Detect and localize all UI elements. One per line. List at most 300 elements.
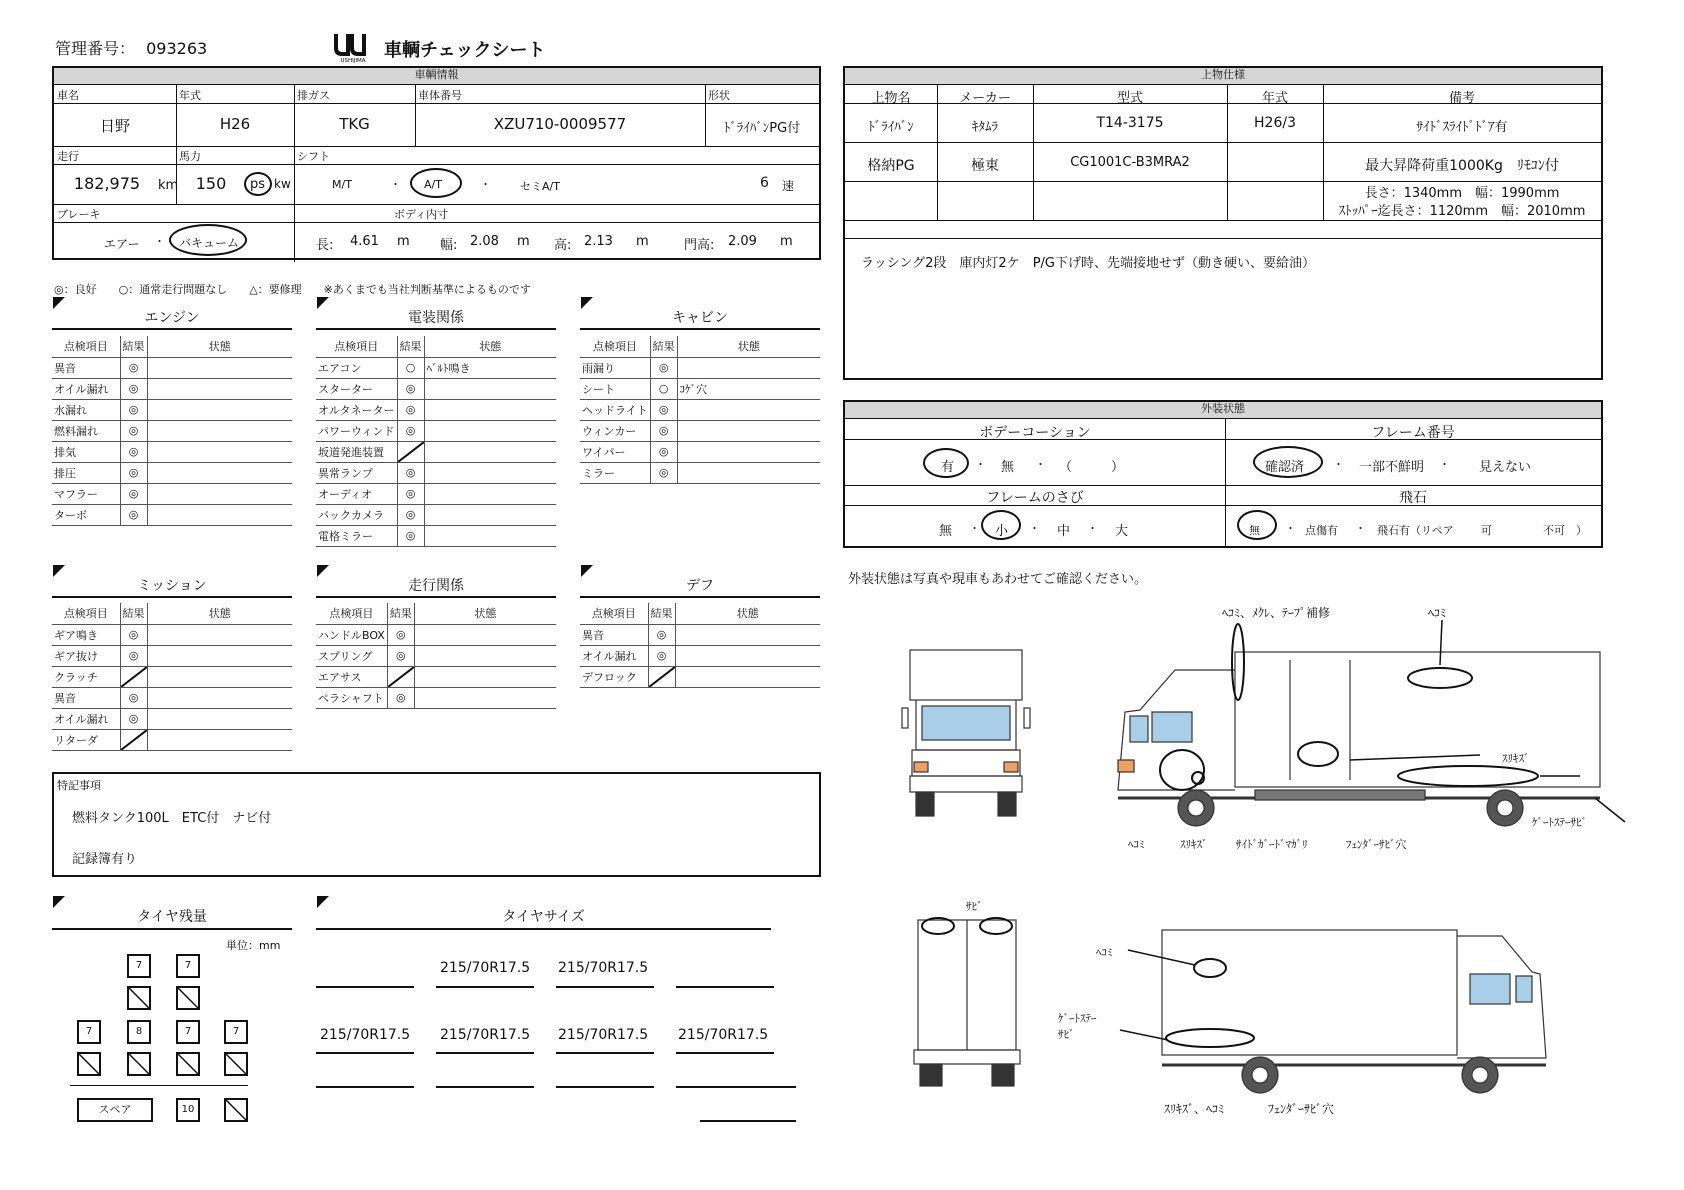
door-height-unit: m — [780, 234, 793, 249]
check-header-result: 結果 — [397, 336, 424, 357]
check-row — [580, 357, 820, 378]
tire-spare-2-na — [224, 1098, 248, 1122]
check-row — [52, 441, 292, 462]
check-item-result: ◎ — [650, 462, 677, 483]
check-item-result: ◎ — [397, 504, 424, 525]
check-row — [52, 462, 292, 483]
body-height-label: 高: — [554, 238, 572, 253]
check-header-item: 点検項目 — [52, 603, 120, 624]
damage-top-right: ﾍｺﾐ — [1428, 606, 1447, 620]
exterior-header: 外装状態 — [845, 402, 1601, 419]
tire-rear-inner-left: 8 — [127, 1020, 151, 1044]
check-item-state — [677, 399, 820, 420]
check-item-result: ◎ — [120, 462, 147, 483]
truck-left-view — [1120, 930, 1546, 1093]
check-item-result: ◎ — [397, 399, 424, 420]
check-row — [316, 441, 556, 462]
check-header-row — [580, 603, 820, 624]
check-header-result: 結果 — [387, 603, 414, 624]
svg-text:USHIJIMA: USHIJIMA — [340, 58, 366, 64]
check-header-state: 状態 — [147, 603, 292, 624]
check-row — [52, 420, 292, 441]
cabin-check-table — [580, 336, 820, 484]
check-item-name: オイル漏れ — [580, 645, 648, 666]
coat-yes: 有 — [941, 460, 955, 475]
brake-dot: ・ — [154, 235, 165, 248]
check-item-result: ◎ — [120, 357, 147, 378]
logo-icon — [330, 32, 376, 64]
label-power: 馬力 — [179, 150, 201, 163]
check-item-name: 異音 — [52, 357, 120, 378]
electric-check-table — [316, 336, 556, 547]
frame-partial: 一部不鮮明 — [1359, 460, 1425, 475]
stone-none-circle — [1237, 510, 1277, 540]
check-item-result: ◎ — [650, 441, 677, 462]
check-item-name: オイル漏れ — [52, 708, 120, 729]
tire-front-right: 7 — [176, 954, 200, 978]
check-item-state — [147, 708, 292, 729]
check-item-state — [424, 378, 556, 399]
upper-header-name: 上物名 — [871, 91, 911, 106]
check-item-result: ◎ — [387, 687, 414, 708]
check-item-result: ◎ — [397, 378, 424, 399]
rust-small-circle — [981, 510, 1021, 540]
check-row — [580, 378, 820, 399]
check-row — [52, 666, 292, 687]
check-item-result: ◎ — [397, 483, 424, 504]
check-item-state — [147, 420, 292, 441]
check-item-state — [414, 666, 556, 687]
diff-title: デフ — [686, 578, 714, 594]
check-item-name: エアサス — [316, 666, 387, 687]
check-row — [52, 729, 292, 750]
check-row — [52, 357, 292, 378]
check-row — [580, 420, 820, 441]
label-body-inner: ボディ内寸 — [394, 208, 449, 221]
check-item-result: ◎ — [650, 399, 677, 420]
tire-axle3-2-na — [127, 1052, 151, 1076]
check-item-result: ◎ — [120, 504, 147, 525]
frame-dot-1: ・ — [1333, 458, 1344, 471]
label-chassis: 車体番号 — [418, 89, 462, 102]
check-item-name: ペラシャフト — [316, 687, 387, 708]
truck-rear-view — [914, 918, 1020, 1086]
check-header-item: 点検項目 — [52, 336, 120, 357]
coat-dot-1: ・ — [975, 458, 986, 471]
body-coating-label: ボデーコーション — [979, 425, 1091, 441]
exterior-notice: 外装状態は写真や現車もあわせてご確認ください。 — [848, 572, 1148, 587]
upper-row1-model: T14-3175 — [1096, 115, 1164, 131]
check-item-state — [424, 420, 556, 441]
coat-no: 無 — [1001, 460, 1015, 475]
chassis-number: XZU710-0009577 — [493, 115, 627, 133]
shift-dot-1: ・ — [390, 178, 401, 191]
upper-row2-model: CG1001C-B3MRA2 — [1070, 155, 1190, 170]
check-row — [316, 420, 556, 441]
check-item-name: ギア抜け — [52, 645, 120, 666]
check-row — [316, 378, 556, 399]
tire-size-title: タイヤサイズ — [502, 909, 585, 925]
check-item-name: ギア鳴き — [52, 624, 120, 645]
damage-left-gate-2: ｻﾋﾞ — [1058, 1028, 1075, 1041]
check-item-state — [677, 441, 820, 462]
check-item-name: ウィンカー — [580, 420, 650, 441]
check-header-state: 状態 — [414, 603, 556, 624]
check-item-result: ◎ — [120, 378, 147, 399]
label-year: 年式 — [179, 89, 201, 102]
check-row — [52, 378, 292, 399]
check-item-name: ミラー — [580, 462, 650, 483]
check-header-state: 状態 — [147, 336, 292, 357]
check-item-result: ◎ — [120, 441, 147, 462]
check-row — [580, 441, 820, 462]
check-row — [580, 462, 820, 483]
damage-left-gate-1: ｹﾞｰﾄｽﾃｰ — [1058, 1012, 1097, 1025]
tire-axle3-4-na — [224, 1052, 248, 1076]
upper-row2-maker: 極東 — [971, 158, 999, 174]
check-item-state — [424, 441, 556, 462]
check-item-state — [414, 624, 556, 645]
check-row — [316, 462, 556, 483]
frame-dot-2: ・ — [1439, 458, 1450, 471]
exterior-box — [843, 400, 1603, 548]
tire-rear-outer-right: 7 — [224, 1020, 248, 1044]
mission-check-table — [52, 603, 292, 751]
frame-confirmed-circle — [1253, 446, 1323, 478]
tire-rear-inner-right: 7 — [176, 1020, 200, 1044]
check-item-name: 電格ミラー — [316, 525, 397, 546]
coat-dot-2: ・ — [1035, 458, 1046, 471]
check-item-name: ハンドルBOX — [316, 624, 387, 645]
stone-none: 無 — [1249, 524, 1260, 537]
rust-none: 無 — [939, 524, 953, 539]
check-header-row — [316, 336, 556, 357]
check-item-state — [147, 441, 292, 462]
stone-ok: 可 — [1481, 524, 1492, 537]
check-item-result — [397, 441, 424, 462]
spare-label-box — [77, 1098, 153, 1122]
check-item-state — [424, 504, 556, 525]
check-row — [316, 666, 556, 687]
drive-check-table — [316, 603, 556, 709]
tire-size-front-left: 215/70R17.5 — [440, 960, 531, 976]
check-header-result: 結果 — [120, 336, 147, 357]
tire-front-left: 7 — [127, 954, 151, 978]
stone-dot-2: ・ — [1355, 522, 1366, 535]
label-brake: ブレーキ — [57, 208, 101, 221]
special-notes-title: 特記事項 — [57, 779, 101, 792]
check-row — [580, 645, 820, 666]
check-row — [316, 525, 556, 546]
check-item-name: スターター — [316, 378, 397, 399]
check-header-row — [52, 336, 292, 357]
label-mileage: 走行 — [57, 150, 79, 163]
check-item-name: パワーウィンド — [316, 420, 397, 441]
check-item-state — [147, 624, 292, 645]
body-length: 4.61 — [350, 234, 379, 249]
mgmt-number: 093263 — [146, 39, 208, 58]
check-row — [316, 504, 556, 525]
body-width: 2.08 — [470, 234, 499, 249]
rust-large: 大 — [1115, 524, 1129, 539]
stone-ng: 不可 ） — [1543, 524, 1587, 537]
upper-header-notes: 備考 — [1448, 91, 1475, 106]
check-item-name: クラッチ — [52, 666, 120, 687]
check-item-result: ◎ — [650, 420, 677, 441]
check-item-name: 異音 — [52, 687, 120, 708]
check-item-name: ワイパー — [580, 441, 650, 462]
door-height: 2.09 — [728, 234, 757, 249]
tire-spare: 10 — [176, 1098, 200, 1122]
check-row — [52, 483, 292, 504]
frame-invisible: 見えない — [1479, 460, 1532, 475]
upper-spec-header: 上物仕様 — [845, 68, 1601, 85]
check-row — [580, 666, 820, 687]
label-emission: 排ガス — [297, 89, 330, 102]
check-item-state — [675, 624, 820, 645]
upper-row1-name: ﾄﾞﾗｲﾊﾞﾝ — [868, 120, 914, 135]
check-header-state: 状態 — [675, 603, 820, 624]
check-header-row — [52, 603, 292, 624]
check-item-name: バックカメラ — [316, 504, 397, 525]
stone-dot-1: ・ — [1285, 522, 1296, 535]
tire-size-rear-3: 215/70R17.5 — [558, 1027, 649, 1043]
check-item-state — [147, 687, 292, 708]
check-header-row — [316, 603, 556, 624]
check-item-result — [648, 666, 675, 687]
check-item-result: ◎ — [648, 624, 675, 645]
engine-check-table — [52, 336, 292, 526]
check-item-result: ○ — [397, 357, 424, 378]
upper-row2-notes: 最大昇降荷重1000Kg ﾘﾓｺﾝ付 — [1365, 158, 1559, 174]
check-row — [52, 624, 292, 645]
tire-size-rear-1: 215/70R17.5 — [320, 1027, 411, 1043]
check-item-result — [387, 666, 414, 687]
mileage-unit: km — [158, 178, 179, 193]
coat-paren: （ ） — [1059, 460, 1125, 475]
mission-title: ミッション — [137, 578, 207, 594]
check-item-state — [424, 525, 556, 546]
power-ps-circle — [244, 172, 272, 196]
upper-header-year: 年式 — [1261, 91, 1288, 106]
check-item-name: オーディオ — [316, 483, 397, 504]
check-item-name: マフラー — [52, 483, 120, 504]
power-unit-ps: ps — [250, 177, 266, 192]
check-header-item: 点検項目 — [316, 603, 387, 624]
stone-repair: 飛石有（リペア — [1377, 524, 1454, 537]
power-unit-kw: kw — [274, 177, 291, 191]
tire-remain-title: タイヤ残量 — [137, 909, 207, 925]
check-item-state — [147, 666, 292, 687]
body-shape: ﾄﾞﾗｲﾊﾞﾝPG付 — [723, 121, 801, 136]
coat-yes-circle — [923, 448, 969, 478]
shift-speed-unit: 速 — [782, 179, 795, 193]
check-row — [52, 504, 292, 525]
rust-dot-1: ・ — [969, 522, 980, 535]
check-item-result: ◎ — [120, 708, 147, 729]
check-row — [580, 399, 820, 420]
damage-left-scratch: ｽﾘｷｽﾞ、ﾍｺﾐ — [1164, 1102, 1225, 1116]
upper-header-model: 型式 — [1116, 91, 1143, 106]
upper-header-maker: メーカー — [959, 91, 1011, 106]
check-item-name: 水漏れ — [52, 399, 120, 420]
check-item-state — [414, 645, 556, 666]
check-row — [52, 687, 292, 708]
check-header-item: 点検項目 — [580, 336, 650, 357]
shift-at-circle — [410, 168, 462, 198]
rust-dot-2: ・ — [1029, 522, 1040, 535]
check-item-result: ◎ — [397, 420, 424, 441]
check-item-result: ◎ — [648, 645, 675, 666]
body-width-label: 幅: — [440, 238, 458, 253]
upper-remarks: ラッシング2段 庫内灯2ケ P/G下げ時、先端接地せず（動き硬い、要給油） — [861, 256, 1315, 271]
shift-semi-at: セミA/T — [520, 180, 560, 193]
check-row — [316, 357, 556, 378]
check-item-state — [677, 357, 820, 378]
label-shift: シフト — [297, 150, 330, 163]
check-header-row — [580, 336, 820, 357]
rust-mid: 中 — [1057, 524, 1071, 539]
check-item-state — [147, 357, 292, 378]
truck-front-view — [902, 650, 1030, 816]
mgmt-number-row — [55, 36, 207, 59]
rust-dot-3: ・ — [1087, 522, 1098, 535]
check-item-name: リターダ — [52, 729, 120, 750]
electric-title: 電装関係 — [408, 310, 464, 326]
brake-vacuum: バキューム — [179, 236, 240, 250]
check-item-result: ◎ — [650, 357, 677, 378]
label-car-name: 車名 — [57, 89, 79, 102]
check-item-name: 排圧 — [52, 462, 120, 483]
check-item-result: ◎ — [397, 462, 424, 483]
mgmt-label: 管理番号： — [55, 39, 136, 58]
brake-vacuum-circle — [169, 224, 247, 256]
check-item-state — [147, 399, 292, 420]
frame-number-label: フレーム番号 — [1371, 425, 1455, 441]
check-item-state — [147, 483, 292, 504]
tire-axle3-3-na — [176, 1052, 200, 1076]
check-item-state — [675, 645, 820, 666]
check-item-state: ｺｹﾞ穴 — [677, 378, 820, 399]
check-item-result: ◎ — [120, 624, 147, 645]
body-height: 2.13 — [584, 234, 613, 249]
check-item-result: ◎ — [120, 483, 147, 504]
damage-left-dent: ﾍｺﾐ — [1096, 946, 1113, 959]
check-item-state — [147, 504, 292, 525]
body-width-unit: m — [517, 234, 530, 249]
upper-row1-maker: ｷﾀﾑﾗ — [972, 120, 998, 135]
body-length-unit: m — [397, 234, 410, 249]
damage-dent: ﾍｺﾐ — [1128, 838, 1145, 851]
car-year: H26 — [219, 115, 251, 133]
check-row — [316, 687, 556, 708]
check-item-state — [424, 462, 556, 483]
check-item-result: ◎ — [120, 420, 147, 441]
shift-dot-2: ・ — [480, 178, 491, 191]
damage-gate: ｹﾞｰﾄｽﾃｰｻﾋﾞ — [1532, 816, 1587, 829]
shift-mt: M/T — [332, 178, 352, 191]
tire-size-front-right: 215/70R17.5 — [558, 960, 649, 976]
check-item-name: 雨漏り — [580, 357, 650, 378]
check-item-state — [147, 378, 292, 399]
check-row — [316, 624, 556, 645]
check-row — [52, 645, 292, 666]
damage-scratch-right: ｽﾘｷｽﾞ — [1502, 752, 1530, 765]
check-item-state — [675, 666, 820, 687]
shift-at: A/T — [424, 178, 442, 191]
check-row — [52, 708, 292, 729]
check-item-name: シート — [580, 378, 650, 399]
upper-row3-line2: ｽﾄｯﾊﾟｰ迄長さ：1120mm 幅：2010mm — [1338, 204, 1586, 219]
body-length-label: 長: — [316, 238, 334, 253]
check-item-name: 排気 — [52, 441, 120, 462]
damage-top: ﾍｺﾐ、ﾒｸﾚ、ﾃｰﾌﾟ補修 — [1222, 606, 1331, 620]
emission: TKG — [339, 115, 370, 133]
tire-front-inner-right-na — [176, 986, 200, 1010]
check-item-state — [424, 399, 556, 420]
vehicle-info-header: 車輌情報 — [54, 68, 819, 85]
check-item-state — [424, 483, 556, 504]
tire-unit: 単位：mm — [226, 939, 281, 952]
tire-size-rear-4: 215/70R17.5 — [678, 1027, 769, 1043]
check-header-result: 結果 — [120, 603, 147, 624]
check-item-result: ◎ — [120, 645, 147, 666]
check-item-result: ◎ — [387, 645, 414, 666]
drive-title: 走行関係 — [408, 578, 464, 594]
upper-row3-line1: 長さ：1340mm 幅：1990mm — [1364, 186, 1560, 201]
spare-label: スペア — [98, 1103, 132, 1116]
cabin-title: キャビン — [672, 310, 728, 326]
check-item-name: スプリング — [316, 645, 387, 666]
check-item-name: 異音 — [580, 624, 648, 645]
check-item-result: ◎ — [397, 525, 424, 546]
check-item-result: ○ — [650, 378, 677, 399]
check-item-result: ◎ — [120, 687, 147, 708]
stone-label: 飛石 — [1399, 490, 1427, 506]
check-row — [52, 399, 292, 420]
vehicle-info-box — [52, 66, 821, 260]
check-item-state — [677, 420, 820, 441]
check-item-state — [147, 729, 292, 750]
door-height-label: 門高: — [684, 238, 715, 253]
special-line-1: 燃料タンク100L ETC付 ナビ付 — [72, 811, 272, 826]
check-header-item: 点検項目 — [580, 603, 648, 624]
check-item-state: ﾍﾞﾙﾄ鳴き — [424, 357, 556, 378]
damage-fender: ﾌｪﾝﾀﾞｰｻﾋﾞ穴 — [1346, 838, 1407, 851]
check-row — [580, 624, 820, 645]
check-item-name: ターボ — [52, 504, 120, 525]
special-line-2: 記録簿有り — [72, 852, 138, 867]
diff-check-table — [580, 603, 820, 688]
check-item-name: オイル漏れ — [52, 378, 120, 399]
special-notes-box — [52, 772, 821, 877]
check-item-state — [147, 462, 292, 483]
horsepower: 150 — [195, 174, 227, 193]
check-item-result: ◎ — [120, 399, 147, 420]
check-item-state — [677, 462, 820, 483]
check-item-name: デフロック — [580, 666, 648, 687]
upper-spec-box — [843, 66, 1603, 380]
check-item-name: エアコン — [316, 357, 397, 378]
check-item-name: ヘッドライト — [580, 399, 650, 420]
check-item-name: 坂道発進装置 — [316, 441, 397, 462]
tire-size-rear-2: 215/70R17.5 — [440, 1027, 531, 1043]
brake-air: エアー — [104, 237, 140, 251]
check-item-name: オルタネーター — [316, 399, 397, 420]
tire-axle3-1-na — [77, 1052, 101, 1076]
rust-small: 小 — [995, 524, 1009, 539]
label-shape: 形状 — [708, 89, 730, 102]
